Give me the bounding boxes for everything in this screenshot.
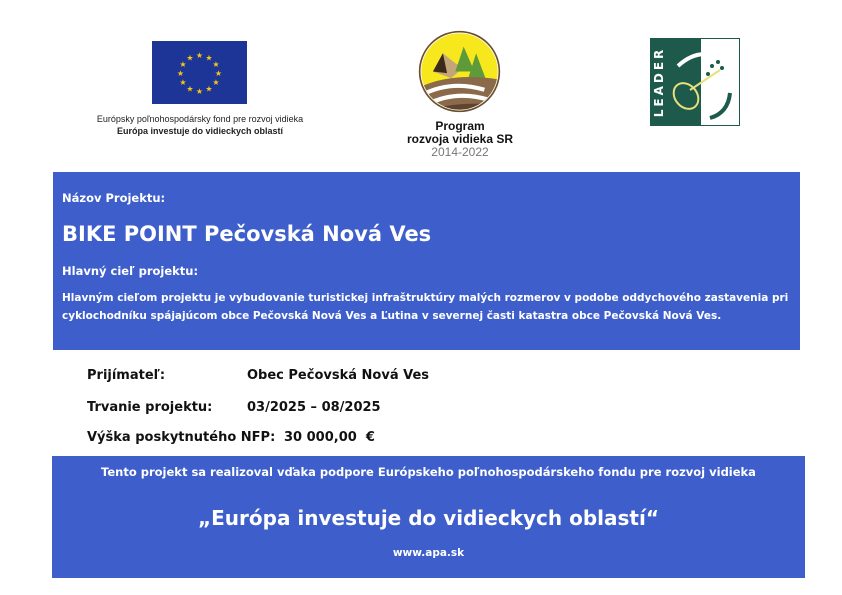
svg-text:★: ★	[186, 84, 194, 94]
recipient-label: Prijímateľ:	[87, 368, 166, 383]
support-text: Tento projekt sa realizoval vďaka podpore Európskeho poľnohospodárskeho fondu pre rozvoj vidieka	[101, 465, 756, 479]
eu-flag-icon	[152, 41, 247, 104]
svg-text:★: ★	[212, 60, 220, 69]
leader-logo-icon	[650, 38, 740, 126]
project-goal-text	[62, 289, 797, 325]
project-goal-label: Hlavný cieľ projektu:	[62, 264, 199, 278]
nfp-label: Výška poskytnutého NFP:	[87, 430, 276, 445]
duration-value: 03/2025 – 08/2025	[247, 400, 381, 415]
svg-text:★: ★	[176, 69, 185, 78]
svg-text:★: ★	[214, 69, 223, 78]
recipient-value: Obec Pečovská Nová Ves	[247, 368, 430, 383]
prv-line2: rozvoja vidieka SR	[406, 132, 514, 146]
eu-caption-line2: Európa investuje do vidieckych oblastí	[116, 126, 284, 136]
project-info-panel	[53, 172, 800, 350]
prv-caption	[380, 120, 540, 159]
project-name-label: Názov Projektu:	[62, 191, 166, 205]
duration-label: Trvanie projektu:	[87, 400, 213, 415]
eu-caption	[60, 113, 340, 137]
eu-caption-line1: Európsky poľnohospodársky fond pre rozvoj vidieka	[96, 114, 304, 124]
prv-years: 2014-2022	[431, 145, 489, 159]
svg-text:★: ★	[212, 78, 220, 87]
svg-text:LEADER: LEADER	[652, 46, 666, 118]
prv-line1: Program	[435, 119, 485, 133]
svg-text:★: ★	[195, 87, 204, 96]
program-rozvoja-vidieka-logo-icon	[418, 30, 501, 113]
funding-footer-panel	[52, 456, 805, 578]
svg-text:★: ★	[179, 60, 187, 69]
website-link[interactable]: www.apa.sk	[392, 547, 465, 559]
nfp-value: 30 000,00 €	[284, 430, 375, 445]
project-name: BIKE POINT Pečovská Nová Ves	[62, 222, 432, 246]
svg-text:★: ★	[186, 53, 194, 63]
svg-text:★: ★	[205, 53, 213, 63]
slogan: „Európa investuje do vidieckych oblastí“	[198, 506, 659, 530]
svg-text:★: ★	[179, 78, 187, 87]
svg-text:★: ★	[195, 51, 204, 60]
goal-line2: cyklochodníku spájajúcom obce Pečovská Nová Ves a Ľutina v severnej časti katastra obce Pečovská Nová Ves.	[62, 310, 722, 322]
svg-text:★: ★	[205, 84, 213, 94]
goal-line1: Hlavným cieľom projektu je vybudovanie turistickej infraštruktúry malých rozmerov v podobe oddychového zastavenia pri	[62, 292, 789, 304]
